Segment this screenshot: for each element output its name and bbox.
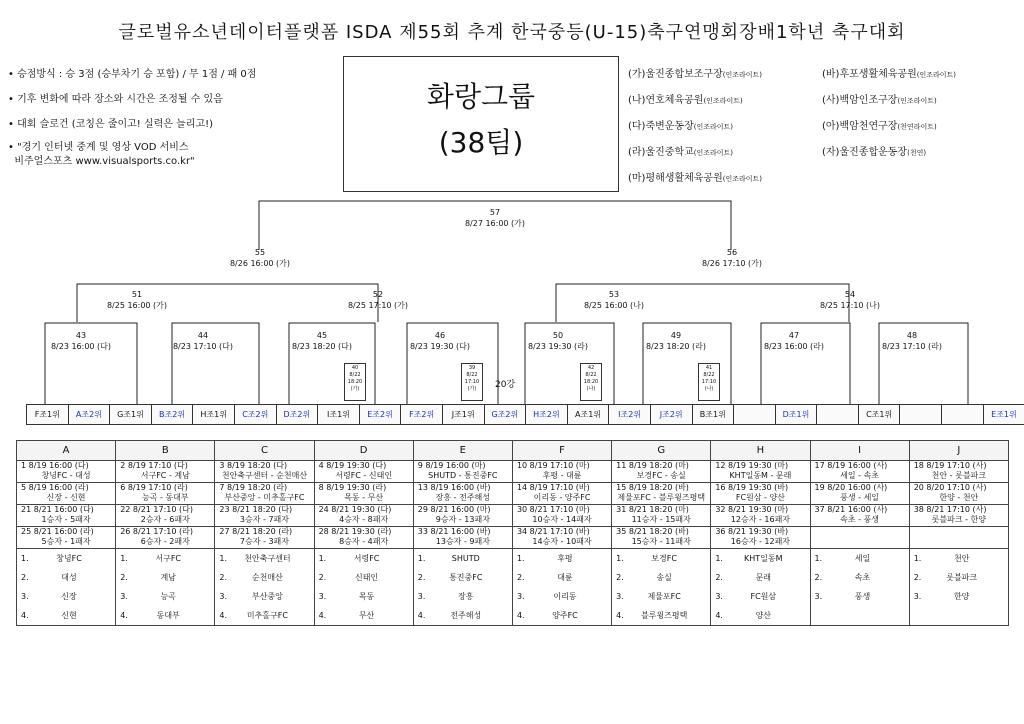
match-teams: 9승자 - 13패자 [435, 515, 490, 524]
match-cell [215, 505, 314, 527]
match-cell [116, 527, 215, 549]
seed-cell: D조2위 [277, 405, 319, 424]
ranking-item: 3. 능곡 [120, 592, 176, 601]
seed-cell: A조1위 [568, 405, 610, 424]
seed-cell: J조2위 [651, 405, 693, 424]
match-r16: 45 8/23 18:20 (다) [291, 331, 353, 351]
match-cell [17, 483, 116, 505]
ranking-item: 3. 목동 [318, 592, 375, 601]
match-teams: SHUTD - 통진중FC [428, 471, 498, 480]
group-header: C [215, 441, 314, 461]
ranking-item: 2. 대성 [21, 573, 77, 582]
group-ranking [909, 549, 1008, 626]
ranking-item: 4. 양주FC [516, 611, 578, 620]
note-line: • 대회 슬로건 (코칭은 줄이고! 실력은 늘리고!) [8, 119, 214, 130]
match-teams: 풍생 - 세일 [840, 493, 880, 502]
match-teams: 1승자 - 5패자 [41, 515, 91, 524]
venue-item: (마)평해생활체육공원(인조라이트) [628, 173, 763, 184]
match-quarter: 54 8/25 17:10 (나) [819, 290, 881, 310]
ranking-item: 3. 제물포FC [616, 592, 681, 601]
ranking-item: 4. 미추홀구FC [219, 611, 288, 620]
match-quarter: 53 8/25 16:00 (나) [583, 290, 645, 310]
group-header: E [413, 441, 512, 461]
ranking-item: 2. 대륜 [516, 573, 573, 582]
seed-cell: C조1위 [859, 405, 901, 424]
match-teams: 7승자 - 3패자 [239, 537, 289, 546]
group-ranking [711, 549, 810, 626]
match-teams: 12승자 - 16패자 [730, 515, 791, 524]
match-cell [314, 505, 413, 527]
seed-cell: J조1위 [443, 405, 485, 424]
ranking-item: 1. 보경FC [616, 554, 677, 563]
match-time: 4 8/19 19:30 (다) [318, 461, 387, 470]
seed-cell: E조2위 [360, 405, 402, 424]
match-teams: 5승자 - 1패자 [41, 537, 91, 546]
ranking-item: 3. 한양 [913, 592, 970, 601]
match-teams: 한양 - 천안 [939, 493, 979, 502]
match-cell [215, 483, 314, 505]
ranking-item: 3. FC원삼 [715, 592, 777, 601]
match-time: 18 8/19 17:10 (사) [913, 461, 987, 470]
venue-item: (아)백암천연구장(천연라이트) [822, 121, 937, 132]
match-teams: 천안축구센터 - 순천매산 [221, 471, 308, 480]
ranking-item: 1. 천안축구센터 [219, 554, 291, 563]
match-time: 24 8/21 19:30 (다) [318, 505, 392, 514]
seed-cell: B조2위 [152, 405, 194, 424]
match-cell [413, 461, 512, 483]
venue-item: (자)울진종합운동장(천연) [822, 147, 927, 158]
group-header: A [17, 441, 116, 461]
match-cell [17, 505, 116, 527]
group-header: D [314, 441, 413, 461]
match-teams: 서구FC - 계남 [140, 471, 190, 480]
note-line: 비주얼스포츠 www.visualsports.co.kr" [8, 156, 195, 167]
match-cell [17, 527, 116, 549]
match-semi: 56 8/26 17:10 (가) [701, 248, 763, 268]
match-cell [711, 527, 810, 549]
seed-cell: C조2위 [235, 405, 277, 424]
match-teams: 장흥 - 전주해성 [435, 493, 491, 502]
seed-cell: D조1위 [776, 405, 818, 424]
match-time: 5 8/19 16:00 (라) [21, 483, 89, 492]
match-teams: 롯블파크 - 한양 [931, 515, 987, 524]
group-name: 화랑그룹 [426, 80, 536, 113]
match-time: 10 8/19 17:10 (마) [516, 461, 590, 470]
ranking-item: 1. KHT일동M [715, 554, 783, 563]
match-time: 15 8/19 18:20 (바) [616, 483, 689, 492]
match-cell [314, 461, 413, 483]
ranking-item: 4. 동대부 [120, 611, 180, 620]
ranking-item: 4. 신현 [21, 611, 77, 620]
ranking-item: 2. 속초 [814, 573, 871, 582]
match-teams: 13승자 - 9패자 [435, 537, 490, 546]
match-time: 26 8/21 17:10 (라) [120, 527, 193, 536]
match-cell [909, 483, 1008, 505]
match-r16: 47 8/23 16:00 (라) [763, 331, 825, 351]
group-ranking [612, 549, 711, 626]
match-time: 35 8/21 18:20 (바) [616, 527, 689, 536]
match-r20: 40 8/22 18:20 (가) [344, 363, 366, 401]
match-teams: 세일 - 속초 [840, 471, 880, 480]
match-time: 38 8/21 17:10 (사) [913, 505, 987, 514]
match-teams: 이리동 - 양주FC [533, 493, 591, 502]
ranking-item: 3. 장흥 [417, 592, 474, 601]
match-time: 13 8/19 16:00 (바) [417, 483, 491, 492]
group-header: F [512, 441, 611, 461]
match-time: 20 8/20 17:10 (사) [913, 483, 987, 492]
ranking-item: 3. 풍생 [814, 592, 871, 601]
match-cell [512, 527, 611, 549]
note-line: • "경기 인터넷 중계 및 영상 VOD 서비스 [8, 142, 189, 153]
match-time: 23 8/21 18:20 (다) [219, 505, 293, 514]
match-quarter: 51 8/25 16:00 (가) [106, 290, 168, 310]
ranking-item: 1. 서령FC [318, 554, 380, 563]
match-teams: KHT일동M - 문래 [729, 471, 792, 480]
match-cell [17, 461, 116, 483]
group-ranking [810, 549, 909, 626]
seed-cell [734, 405, 776, 424]
venue-item: (사)백암인조구장(인조라이트) [822, 95, 937, 106]
match-teams: 서령FC - 신태인 [335, 471, 393, 480]
match-time: 33 8/21 16:00 (바) [417, 527, 491, 536]
group-ranking [116, 549, 215, 626]
match-teams: 11승자 - 15패자 [631, 515, 691, 524]
ranking-item: 1. 후평 [516, 554, 573, 563]
match-time: 6 8/19 17:10 (라) [120, 483, 188, 492]
ranking-item: 4. 블루윙즈평택 [616, 611, 688, 620]
match-cell [314, 483, 413, 505]
match-teams: 6승자 - 2패자 [140, 537, 190, 546]
match-time: 16 8/19 19:30 (바) [715, 483, 789, 492]
match-r16: 44 8/23 17:10 (다) [172, 331, 234, 351]
match-teams: 제물포FC - 블루윙즈평택 [617, 493, 706, 502]
match-time: 9 8/19 16:00 (마) [417, 461, 486, 470]
group-ranking [314, 549, 413, 626]
ranking-item: 1. SHUTD [417, 554, 480, 563]
group-count: (38팀) [438, 126, 524, 159]
match-cell [116, 483, 215, 505]
seed-cell: A조2위 [69, 405, 111, 424]
ranking-item: 2. 송실 [616, 573, 672, 582]
venue-item: (가)울진종합보조구장(인조라이트) [628, 69, 763, 80]
ranking-item: 4. 전주해성 [417, 611, 482, 620]
match-cell [413, 483, 512, 505]
match-time: 7 8/19 18:20 (라) [219, 483, 288, 492]
match-cell [612, 505, 711, 527]
match-quarter: 52 8/25 17:10 (가) [347, 290, 409, 310]
seed-row [26, 404, 1024, 425]
group-header: J [909, 441, 1008, 461]
match-semi: 55 8/26 16:00 (가) [229, 248, 291, 268]
ranking-item: 3. 신장 [21, 592, 77, 601]
match-time: 32 8/21 19:30 (마) [715, 505, 789, 514]
match-teams: 목동 - 무산 [344, 493, 384, 502]
match-cell [711, 461, 810, 483]
match-teams: 8승자 - 4패자 [339, 537, 389, 546]
seed-cell [817, 405, 859, 424]
match-time: 11 8/19 18:20 (마) [616, 461, 689, 470]
match-time: 37 8/21 16:00 (사) [814, 505, 888, 514]
match-teams: 3승자 - 7패자 [239, 515, 289, 524]
seed-cell [942, 405, 984, 424]
match-cell [612, 483, 711, 505]
match-time: 30 8/21 17:10 (마) [516, 505, 590, 514]
match-time: 2 8/19 17:10 (다) [120, 461, 188, 470]
match-teams: 2승자 - 6패자 [140, 515, 190, 524]
group-ranking [413, 549, 512, 626]
match-time: 21 8/21 16:00 (다) [21, 505, 94, 514]
ranking-item: 2. 계남 [120, 573, 176, 582]
match-cell [909, 461, 1008, 483]
match-cell [810, 505, 909, 527]
ranking-item: 3. 부산중앙 [219, 592, 283, 601]
ranking-item: 2. 통진중FC [417, 573, 483, 582]
venue-item: (나)연호체육공원(인조라이트) [628, 95, 743, 106]
group-header: B [116, 441, 215, 461]
match-teams: 15승자 - 11패자 [631, 537, 691, 546]
venue-item: (바)후포생활체육공원(인조라이트) [822, 69, 957, 80]
group-ranking [215, 549, 314, 626]
match-time: 3 8/19 18:20 (다) [219, 461, 288, 470]
match-cell [116, 461, 215, 483]
seed-cell: E조1위 [984, 405, 1024, 424]
match-time: 28 8/21 19:30 (라) [318, 527, 392, 536]
group-header: G [612, 441, 711, 461]
seed-cell: F조1위 [27, 405, 69, 424]
match-teams: FC원삼 - 양산 [735, 493, 785, 502]
seed-cell: I조1위 [318, 405, 360, 424]
match-teams: 속초 - 풍생 [840, 515, 880, 524]
ranking-item: 2. 신태인 [318, 573, 379, 582]
match-final: 57 8/27 16:00 (가) [464, 208, 526, 228]
match-cell [413, 527, 512, 549]
match-cell [909, 527, 1008, 549]
match-time: 17 8/19 16:00 (사) [814, 461, 888, 470]
match-teams: 후평 - 대륜 [542, 471, 582, 480]
match-r16: 49 8/23 18:20 (라) [645, 331, 707, 351]
match-teams: 능곡 - 동대부 [141, 493, 189, 502]
seed-cell: H조1위 [193, 405, 235, 424]
match-cell [116, 505, 215, 527]
match-time: 22 8/21 17:10 (다) [120, 505, 193, 514]
match-cell [314, 527, 413, 549]
match-teams: 16승자 - 12패자 [730, 537, 791, 546]
seed-cell [900, 405, 942, 424]
ranking-item: 2. 순천매산 [219, 573, 283, 582]
ranking-item: 2. 문래 [715, 573, 772, 582]
match-cell [711, 483, 810, 505]
match-cell [711, 505, 810, 527]
ranking-item: 1. 창녕FC [21, 554, 82, 563]
ranking-item: 1. 세일 [814, 554, 871, 563]
match-time: 25 8/21 16:00 (라) [21, 527, 94, 536]
group-ranking [512, 549, 611, 626]
match-time: 34 8/21 17:10 (바) [516, 527, 590, 536]
match-r20: 42 8/22 18:20 (나) [580, 363, 602, 401]
match-time: 14 8/19 17:10 (바) [516, 483, 590, 492]
match-cell [810, 527, 909, 549]
venue-item: (라)울진중학교(인조라이트) [628, 147, 734, 158]
match-cell [413, 505, 512, 527]
match-teams: 신장 - 신현 [46, 493, 86, 502]
match-time: 1 8/19 16:00 (다) [21, 461, 89, 470]
match-time: 31 8/21 18:20 (마) [616, 505, 689, 514]
match-cell [215, 527, 314, 549]
match-r16: 43 8/23 16:00 (다) [50, 331, 112, 351]
match-cell [512, 461, 611, 483]
match-cell [612, 527, 711, 549]
group-header: H [711, 441, 810, 461]
seed-cell: G조1위 [110, 405, 152, 424]
seed-cell: H조2위 [526, 405, 568, 424]
venue-item: (다)죽변운동장(인조라이트) [628, 121, 734, 132]
match-cell [612, 461, 711, 483]
ranking-item: 4. 양산 [715, 611, 772, 620]
ranking-item: 2. 롯블파크 [913, 573, 978, 582]
match-teams: 10승자 - 14패자 [532, 515, 592, 524]
match-r16: 48 8/23 17:10 (라) [881, 331, 943, 351]
match-r16: 46 8/23 19:30 (다) [409, 331, 471, 351]
match-cell [512, 505, 611, 527]
match-teams: 보경FC - 송실 [636, 471, 686, 480]
note-line: • 기후 변화에 따라 장소와 시간은 조정될 수 있음 [8, 94, 223, 105]
match-time: 12 8/19 19:30 (마) [715, 461, 789, 470]
match-time: 27 8/21 18:20 (라) [219, 527, 293, 536]
note-line: • 승점방식 : 승 3점 (승부차기 승 포함) / 무 1점 / 패 0점 [8, 69, 257, 80]
seed-cell: I조2위 [609, 405, 651, 424]
ranking-item: 1. 서구FC [120, 554, 182, 563]
match-cell [909, 505, 1008, 527]
match-teams: 부산중앙 - 미추홀구FC [224, 493, 305, 502]
match-time: 19 8/20 16:00 (사) [814, 483, 888, 492]
match-r20: 41 8/22 17:10 (나) [698, 363, 720, 401]
seed-cell: G조2위 [485, 405, 527, 424]
match-cell [810, 461, 909, 483]
round-20-label: 20강 [495, 380, 516, 390]
ranking-item: 4. 무산 [318, 611, 375, 620]
ranking-item: 1. 천안 [913, 554, 970, 563]
match-cell [215, 461, 314, 483]
seed-cell: B조1위 [693, 405, 735, 424]
match-cell [810, 483, 909, 505]
match-teams: 창녕FC - 대성 [41, 471, 91, 480]
match-r20: 39 8/22 17:10 (가) [461, 363, 483, 401]
match-time: 36 8/21 19:30 (바) [715, 527, 789, 536]
match-cell [512, 483, 611, 505]
seed-cell: F조2위 [401, 405, 443, 424]
schedule-table [16, 440, 1009, 626]
group-ranking [17, 549, 116, 626]
match-time: 8 8/19 19:30 (라) [318, 483, 387, 492]
group-header: I [810, 441, 909, 461]
match-teams: 14승자 - 10패자 [532, 537, 592, 546]
match-r16: 50 8/23 19:30 (라) [527, 331, 589, 351]
match-teams: 4승자 - 8패자 [339, 515, 389, 524]
ranking-item: 3. 이리동 [516, 592, 577, 601]
match-time: 29 8/21 16:00 (마) [417, 505, 491, 514]
page-title: 글로벌유소년데이터플랫폼 ISDA 제55회 추계 한국중등(U-15)축구연맹회장배1학년 축구대회 [118, 22, 906, 43]
match-teams: 천안 - 롯블파크 [931, 471, 987, 480]
